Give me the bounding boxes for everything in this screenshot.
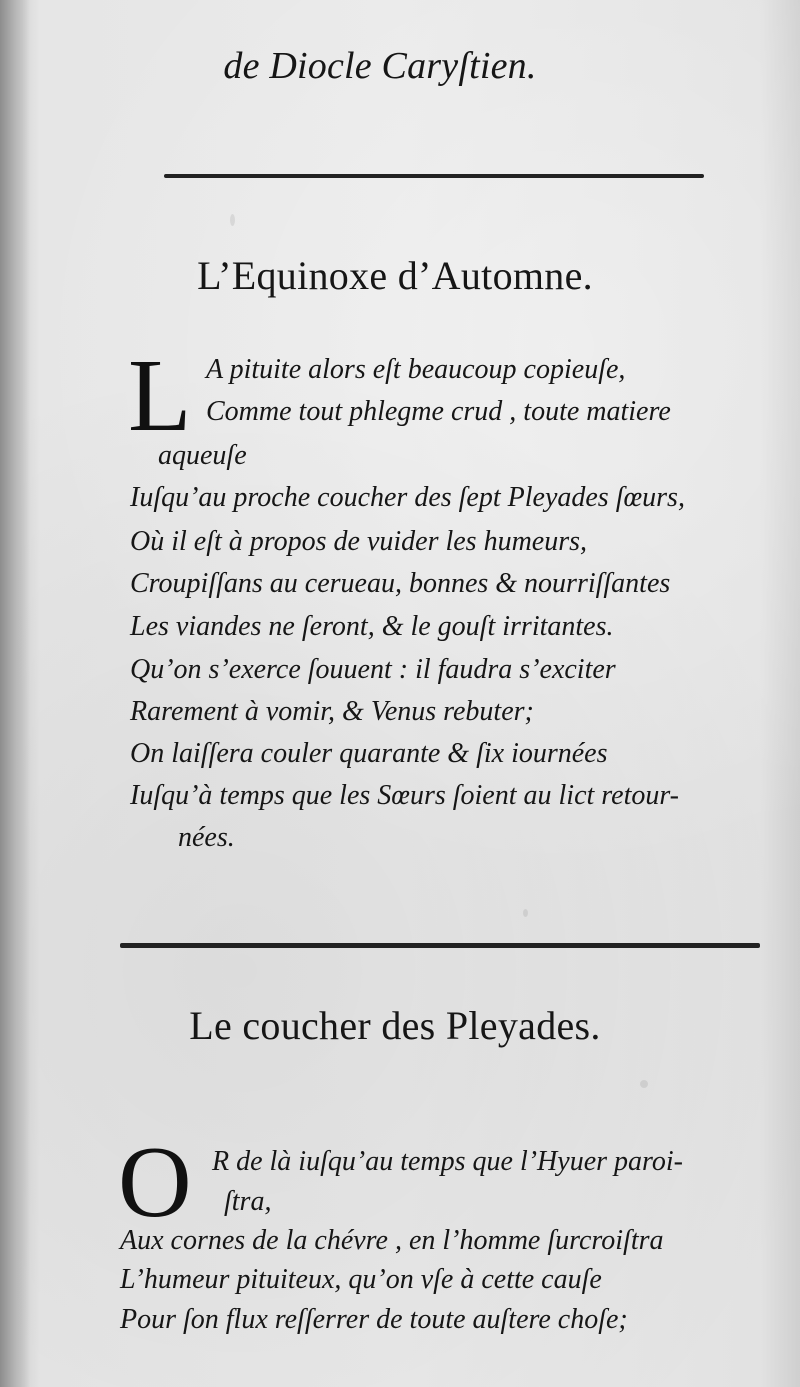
dropcap-l: L bbox=[128, 338, 192, 453]
verse-line: Croupiſſans au cerueau, bonnes & nourriſſantes bbox=[130, 568, 671, 599]
ink-speck bbox=[523, 909, 528, 917]
verse-line: nées. bbox=[178, 822, 235, 853]
verse-line: Aux cornes de la chévre , en l’homme ſurcroiſtra bbox=[120, 1225, 664, 1256]
verse-line: Iuſqu’au proche coucher des ſept Pleyades ſœurs, bbox=[130, 482, 685, 513]
verse-line: Comme tout phlegme crud , toute matiere bbox=[206, 396, 671, 427]
verse-line: Où il eſt à propos de vuider les humeurs, bbox=[130, 526, 588, 557]
verse-line: Iuſqu’à temps que les Sœurs ſoient au lict retour- bbox=[130, 780, 680, 811]
verse-line: A pituite alors eſt beaucoup copieuſe, bbox=[206, 354, 626, 385]
section-divider-rule bbox=[120, 943, 760, 948]
page-spine-shadow bbox=[0, 0, 30, 1387]
verse-line: Les viandes ne ſeront, & le gouſt irritantes. bbox=[130, 611, 614, 642]
verse-line: L’humeur pituiteux, qu’on vſe à cette cauſe bbox=[120, 1264, 602, 1295]
running-head: de Diocle Caryſtien. bbox=[223, 45, 537, 87]
top-divider-rule bbox=[164, 174, 704, 178]
section-title-equinox: L’Equinoxe d’Automne. bbox=[197, 253, 593, 298]
verse-line: Qu’on s’exerce ſouuent : il faudra s’exciter bbox=[130, 654, 616, 685]
ink-speck bbox=[230, 214, 235, 226]
verse-line: Rarement à vomir, & Venus rebuter; bbox=[130, 696, 534, 727]
verse-line: aqueuſe bbox=[158, 440, 247, 471]
dropcap-o: O bbox=[118, 1126, 192, 1239]
section-title-pleiades: Le coucher des Pleyades. bbox=[189, 1003, 601, 1048]
verse-line: Pour ſon flux reſſerrer de toute auſtere choſe; bbox=[120, 1304, 628, 1335]
verse-line: On laiſſera couler quarante & ſix iournées bbox=[130, 738, 608, 769]
verse-line: R de là iuſqu’au temps que l’Hyuer paroi- bbox=[212, 1146, 683, 1177]
ink-speck bbox=[640, 1080, 648, 1088]
verse-line: ſtra, bbox=[224, 1186, 272, 1217]
